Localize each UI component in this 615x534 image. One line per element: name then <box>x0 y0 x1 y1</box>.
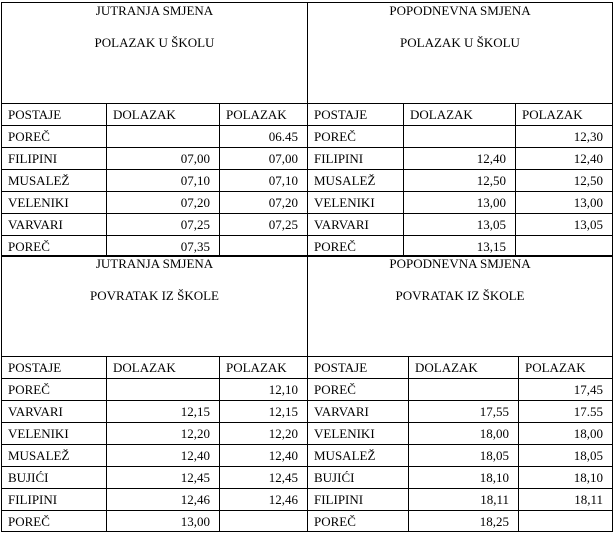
station-cell: MUSALEŽ <box>2 170 107 192</box>
departure-cell: 07,10 <box>220 170 308 192</box>
table-row <box>2 445 308 467</box>
departure-cell: 17,45 <box>519 379 613 401</box>
departure-cell: 12,40 <box>220 445 308 467</box>
timetable-afternoon-return <box>307 255 613 532</box>
table-row <box>2 148 308 170</box>
departure-cell: 12,45 <box>220 467 308 489</box>
column-header-station: POSTAJE <box>308 104 404 126</box>
arrival-cell: 12,46 <box>107 489 220 511</box>
departure-cell: 18,10 <box>519 467 613 489</box>
station-cell: VELENIKI <box>2 192 107 214</box>
station-cell: MUSALEŽ <box>308 445 409 467</box>
column-header-row <box>308 357 613 379</box>
departure-cell: 07,00 <box>220 148 308 170</box>
arrival-cell: 12,50 <box>404 170 516 192</box>
station-cell: FILIPINI <box>2 148 107 170</box>
table-row <box>2 126 308 148</box>
table-row <box>308 445 613 467</box>
departure-cell: 07,20 <box>220 192 308 214</box>
column-header-arrival: DOLAZAK <box>107 357 220 379</box>
table-row <box>2 467 308 489</box>
station-cell: POREČ <box>2 511 107 532</box>
departure-cell <box>519 511 613 532</box>
departure-cell: 12,50 <box>516 170 613 192</box>
departure-cell: 13,00 <box>516 192 613 214</box>
station-cell: VELENIKI <box>2 423 107 445</box>
column-header-departure: POLAZAK <box>516 104 613 126</box>
arrival-cell: 13,00 <box>404 192 516 214</box>
station-cell: FILIPINI <box>2 489 107 511</box>
column-header-row <box>2 357 308 379</box>
arrival-cell: 07,20 <box>107 192 220 214</box>
table-row <box>308 126 613 148</box>
arrival-cell: 13,05 <box>404 214 516 236</box>
arrival-cell <box>107 379 220 401</box>
arrival-cell: 12,45 <box>107 467 220 489</box>
timetable-morning-to-school <box>1 2 308 257</box>
table-row <box>2 401 308 423</box>
table-row <box>308 214 613 236</box>
station-cell: VELENIKI <box>308 423 409 445</box>
arrival-cell <box>404 126 516 148</box>
station-cell: VARVARI <box>2 214 107 236</box>
station-cell: VELENIKI <box>308 192 404 214</box>
arrival-cell <box>107 126 220 148</box>
station-cell: POREČ <box>2 236 107 257</box>
table-row <box>2 170 308 192</box>
departure-cell: 12,20 <box>220 423 308 445</box>
column-header-arrival: DOLAZAK <box>404 104 516 126</box>
station-cell: POREČ <box>2 379 107 401</box>
station-cell: POREČ <box>2 126 107 148</box>
column-header-departure: POLAZAK <box>519 357 613 379</box>
shift-label: POPODNEVNA SMJENA <box>389 256 531 271</box>
column-header-arrival: DOLAZAK <box>409 357 519 379</box>
arrival-cell: 07,10 <box>107 170 220 192</box>
station-cell: POREČ <box>308 126 404 148</box>
station-cell: POREČ <box>308 379 409 401</box>
arrival-cell: 13,00 <box>107 511 220 532</box>
arrival-cell: 07,25 <box>107 214 220 236</box>
table-row <box>308 192 613 214</box>
station-cell: POREČ <box>308 511 409 532</box>
departure-cell: 07,25 <box>220 214 308 236</box>
departure-cell: 12,40 <box>516 148 613 170</box>
direction-label: POVRATAK IZ ŠKOLE <box>90 288 219 303</box>
block-title <box>2 3 308 104</box>
departure-cell <box>220 511 308 532</box>
table-row <box>308 170 613 192</box>
table-row <box>2 192 308 214</box>
departure-cell: 12,46 <box>220 489 308 511</box>
arrival-cell: 12,15 <box>107 401 220 423</box>
departure-cell: 13,05 <box>516 214 613 236</box>
shift-label: JUTRANJA SMJENA <box>95 256 214 271</box>
timetable-morning-return <box>1 255 308 532</box>
arrival-cell: 18,25 <box>409 511 519 532</box>
table-row <box>308 148 613 170</box>
table-row <box>308 423 613 445</box>
table-row <box>308 379 613 401</box>
departure-cell <box>516 236 613 257</box>
direction-label: POLAZAK U ŠKOLU <box>400 35 520 50</box>
direction-label: POLAZAK U ŠKOLU <box>94 35 215 50</box>
block-title <box>308 256 613 357</box>
arrival-cell: 18,11 <box>409 489 519 511</box>
table-row <box>308 489 613 511</box>
table-row <box>2 511 308 532</box>
table-row <box>308 236 613 257</box>
column-header-arrival: DOLAZAK <box>107 104 220 126</box>
station-cell: VARVARI <box>308 214 404 236</box>
arrival-cell: 18,05 <box>409 445 519 467</box>
arrival-cell <box>409 379 519 401</box>
station-cell: MUSALEŽ <box>308 170 404 192</box>
arrival-cell: 12,20 <box>107 423 220 445</box>
station-cell: BUJIĆI <box>2 467 107 489</box>
departure-cell <box>220 236 308 257</box>
station-cell: FILIPINI <box>308 148 404 170</box>
table-row <box>2 489 308 511</box>
departure-cell: 17.55 <box>519 401 613 423</box>
arrival-cell: 07,00 <box>107 148 220 170</box>
departure-cell: 12,30 <box>516 126 613 148</box>
arrival-cell: 13,15 <box>404 236 516 257</box>
table-row <box>308 511 613 532</box>
departure-cell: 18,11 <box>519 489 613 511</box>
station-cell: MUSALEŽ <box>2 445 107 467</box>
departure-cell: 18,05 <box>519 445 613 467</box>
departure-cell: 12,10 <box>220 379 308 401</box>
arrival-cell: 12,40 <box>107 445 220 467</box>
station-cell: FILIPINI <box>308 489 409 511</box>
arrival-cell: 12,40 <box>404 148 516 170</box>
column-header-row <box>308 104 613 126</box>
column-header-row <box>2 104 308 126</box>
station-cell: VARVARI <box>308 401 409 423</box>
column-header-departure: POLAZAK <box>220 104 308 126</box>
arrival-cell: 07,35 <box>107 236 220 257</box>
timetable-afternoon-to-school <box>307 2 613 257</box>
shift-label: POPODNEVNA SMJENA <box>389 3 531 18</box>
station-cell: BUJIĆI <box>308 467 409 489</box>
table-row <box>2 423 308 445</box>
block-title <box>2 256 308 357</box>
departure-cell: 18,00 <box>519 423 613 445</box>
table-row <box>308 467 613 489</box>
table-row <box>2 236 308 257</box>
departure-cell: 06.45 <box>220 126 308 148</box>
station-cell: VARVARI <box>2 401 107 423</box>
block-title <box>308 3 613 104</box>
table-row <box>2 214 308 236</box>
column-header-station: POSTAJE <box>308 357 409 379</box>
arrival-cell: 18,10 <box>409 467 519 489</box>
arrival-cell: 18,00 <box>409 423 519 445</box>
column-header-departure: POLAZAK <box>220 357 308 379</box>
column-header-station: POSTAJE <box>2 104 107 126</box>
arrival-cell: 17,55 <box>409 401 519 423</box>
direction-label: POVRATAK IZ ŠKOLE <box>395 288 525 303</box>
table-row <box>308 401 613 423</box>
column-header-station: POSTAJE <box>2 357 107 379</box>
departure-cell: 12,15 <box>220 401 308 423</box>
table-row <box>2 379 308 401</box>
shift-label: JUTRANJA SMJENA <box>95 3 214 18</box>
station-cell: POREČ <box>308 236 404 257</box>
